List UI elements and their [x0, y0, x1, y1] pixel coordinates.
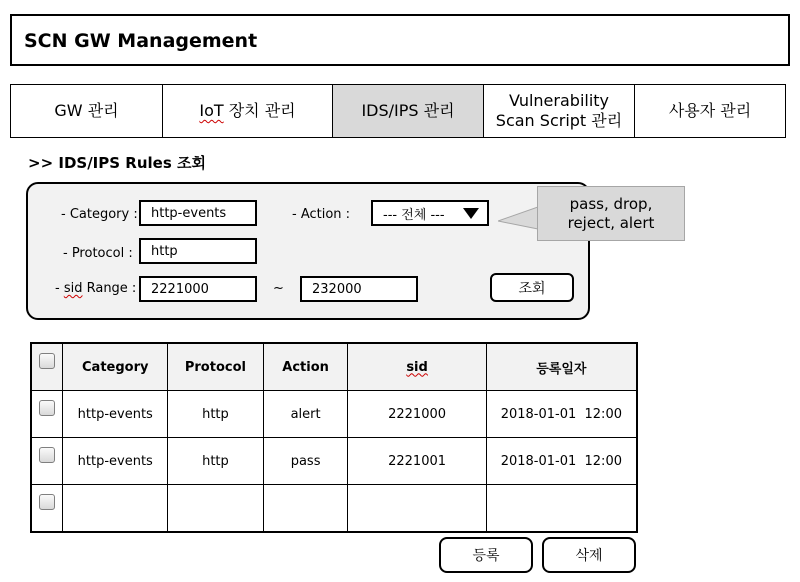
tab-label: Vulnerability Scan Script 관리 [495, 91, 623, 130]
row-checkbox[interactable] [39, 400, 55, 416]
header-category: Category [63, 343, 168, 391]
tab-user-management[interactable] [635, 85, 785, 137]
cell-date: 2018-01-01 12:00 [486, 438, 637, 485]
row-checkbox[interactable] [39, 494, 55, 510]
select-all-checkbox[interactable] [39, 353, 55, 369]
cell-action: alert [263, 391, 348, 438]
delete-button-label: 삭제 [575, 548, 603, 564]
tab-label: 사용자 관리 [668, 101, 752, 120]
cell-action: pass [263, 438, 348, 485]
category-input[interactable] [139, 200, 257, 226]
sid-range-separator: ~ [273, 281, 284, 296]
cell-date: 2018-01-01 12:00 [486, 391, 637, 438]
row-select-cell [31, 391, 63, 438]
tab-label: IoT 장치 관리 [199, 101, 296, 120]
header-date: 등록일자 [486, 343, 637, 391]
table-row [31, 485, 637, 533]
sid-to-input[interactable] [300, 276, 418, 302]
delete-button[interactable] [542, 537, 636, 573]
callout-pointer [498, 205, 538, 235]
action-selected-value: --- 전체 --- [383, 207, 445, 223]
cell-sid [348, 485, 486, 533]
cell-category: http-events [63, 391, 168, 438]
table-header-row [31, 343, 637, 391]
sid-range-label: - sid Range : [55, 281, 137, 296]
action-label: - Action : [292, 207, 351, 222]
row-select-cell [31, 438, 63, 485]
search-button[interactable] [490, 273, 574, 302]
action-select[interactable] [371, 200, 489, 226]
sid-from-input[interactable] [139, 276, 257, 302]
cell-date [486, 485, 637, 533]
tab-label: IDS/IPS 관리 [361, 101, 455, 120]
callout-line-2: reject, alert [567, 213, 655, 232]
cell-protocol: http [168, 391, 264, 438]
header-select-cell [31, 343, 63, 391]
main-nav [10, 84, 786, 138]
protocol-input[interactable] [139, 238, 257, 264]
dropdown-arrow-icon [463, 208, 479, 219]
search-panel [26, 182, 590, 320]
action-options-callout [537, 186, 685, 241]
header-protocol: Protocol [168, 343, 264, 391]
cell-sid: 2221001 [348, 438, 486, 485]
cell-protocol [168, 485, 264, 533]
title-bar [10, 14, 790, 66]
search-button-label: 조회 [518, 280, 546, 297]
cell-protocol: http [168, 438, 264, 485]
tab-vulnerability-scan-script[interactable] [484, 85, 635, 137]
rules-table [30, 342, 638, 533]
category-value: http-events [151, 205, 227, 221]
cell-sid: 2221000 [348, 391, 486, 438]
cell-category [63, 485, 168, 533]
app-title: SCN GW Management [24, 30, 258, 52]
row-select-cell [31, 485, 63, 533]
header-action: Action [263, 343, 348, 391]
table-row [31, 438, 637, 485]
table-row [31, 391, 637, 438]
protocol-label: - Protocol : [63, 246, 133, 261]
register-button-label: 등록 [472, 548, 500, 564]
header-sid: sid [348, 343, 486, 391]
register-button[interactable] [439, 537, 533, 573]
row-checkbox[interactable] [39, 447, 55, 463]
tab-iot-device-management[interactable] [163, 85, 333, 137]
sid-from-value: 2221000 [151, 281, 209, 297]
tab-label: GW 관리 [54, 101, 119, 120]
cell-category: http-events [63, 438, 168, 485]
page-heading: >> IDS/IPS Rules 조회 [28, 154, 206, 172]
tab-gw-management[interactable] [11, 85, 163, 137]
callout-line-1: pass, drop, [569, 194, 653, 213]
tab-ids-ips-management[interactable] [333, 85, 484, 137]
protocol-value: http [151, 243, 178, 259]
sid-to-value: 232000 [312, 281, 362, 297]
category-label: - Category : [61, 207, 138, 222]
cell-action [263, 485, 348, 533]
